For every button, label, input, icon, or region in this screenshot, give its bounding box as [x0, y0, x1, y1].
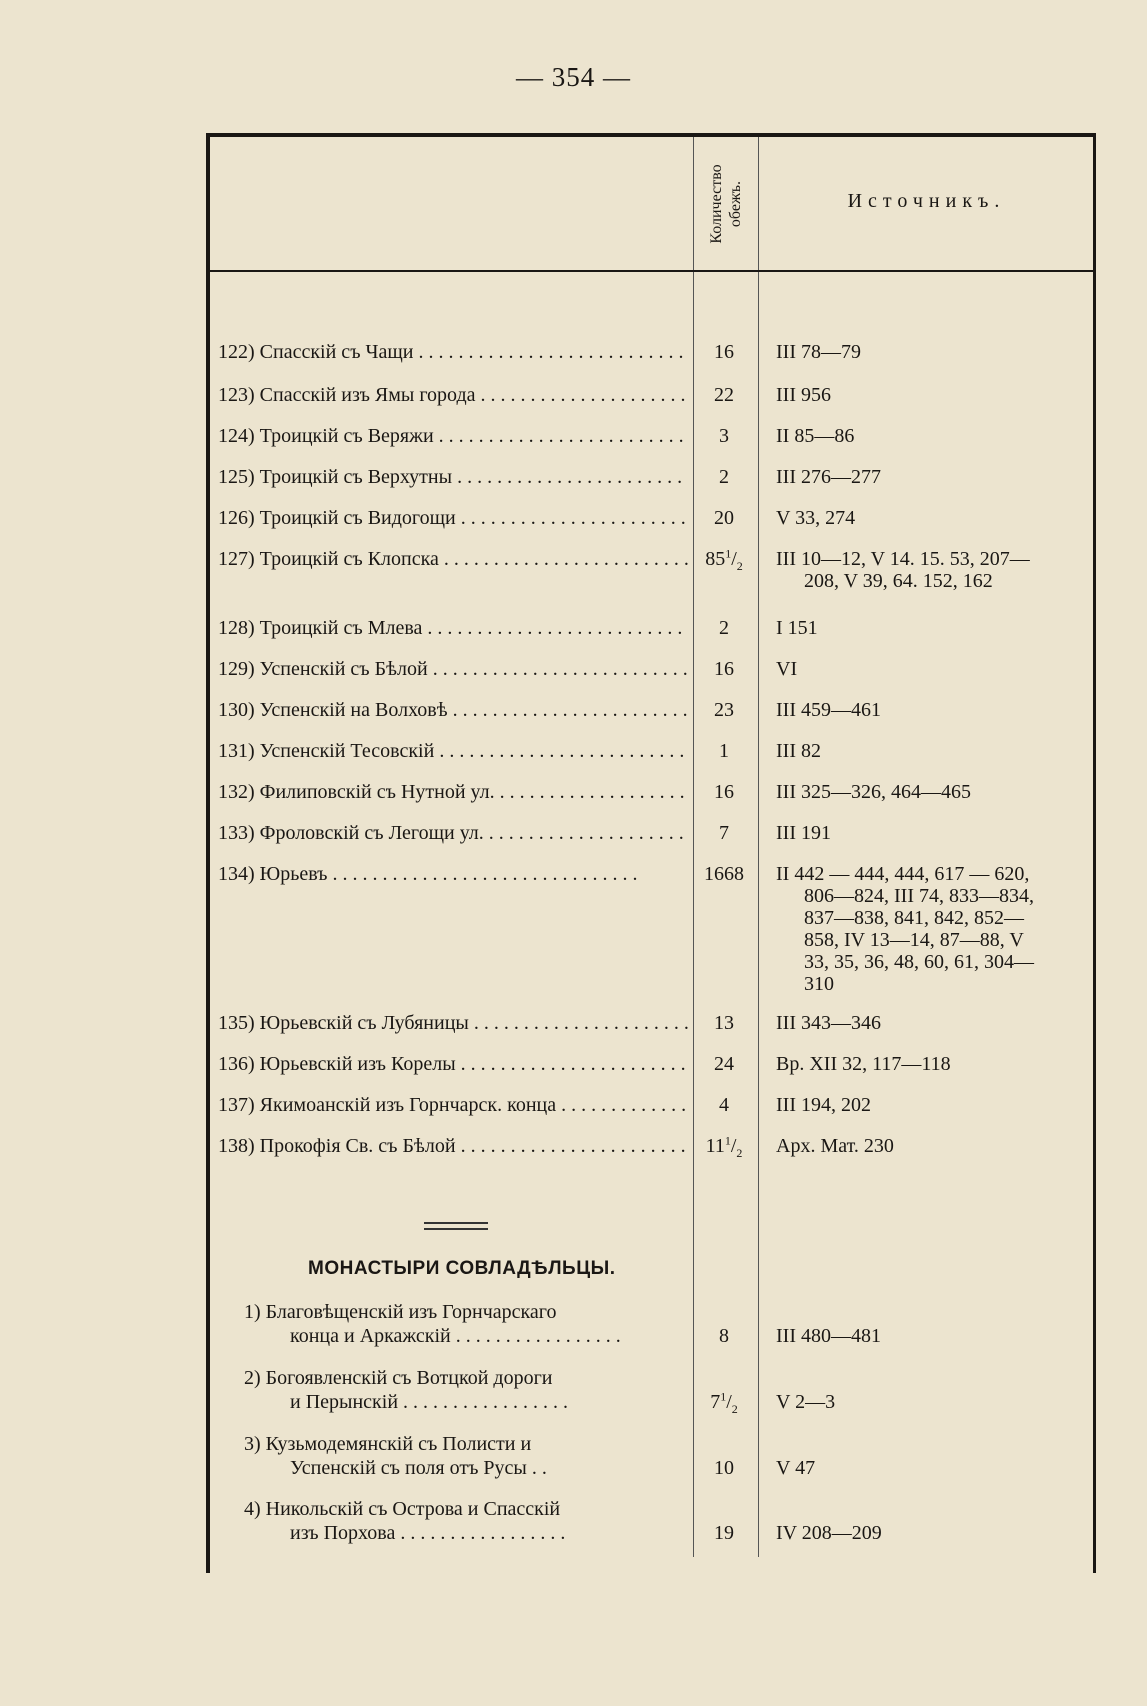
source-cell — [776, 341, 1096, 363]
source-cell — [776, 1094, 1096, 1116]
quantity-value: 24 — [714, 1053, 734, 1075]
source-cell: V 2—3 — [776, 1391, 836, 1413]
quantity-value: 19 — [714, 1522, 734, 1544]
name-line: 3) Кузьмодемянскій съ Полисти и — [244, 1433, 532, 1455]
source-line: 33, 35, 36, 48, 60, 61, 304— — [804, 951, 1034, 973]
source-cell — [776, 1012, 1096, 1034]
page-number: — 354 — — [516, 62, 631, 92]
monastery-name: 136) Юрьевскій изъ Корелы . . . — [218, 1053, 688, 1075]
quantity-cell — [692, 1390, 756, 1414]
quantity-cell — [692, 1053, 756, 1075]
source-cell — [776, 740, 1096, 762]
quantity-value: 1 — [719, 740, 729, 762]
source-line: 858, IV 13—14, 87—88, V — [804, 929, 1024, 951]
name-line: 2) Богоявленскій съ Вотцкой дороги — [244, 1367, 553, 1389]
source-cell — [776, 617, 1096, 639]
column-divider-qty-source — [758, 137, 759, 1557]
quantity-value: 8 — [719, 1325, 729, 1347]
quantity-cell — [692, 546, 756, 573]
source-cell — [776, 466, 1096, 488]
monastery-name: 125) Троицкій съ Верхутны . . . — [218, 466, 688, 488]
source-line: Арх. Мат. 230 — [776, 1135, 894, 1157]
header-quantity-line1: Количество — [708, 164, 725, 244]
quantity-value: 10 — [714, 1457, 734, 1479]
source-line: III 343—346 — [776, 1012, 881, 1034]
source-line: 208, V 39, 64. 152, 162 — [804, 570, 993, 592]
quantity-value: 20 — [714, 507, 734, 529]
quantity-fraction: $^1/_2$ — [724, 1133, 743, 1160]
quantity-value: 23 — [714, 699, 734, 721]
quantity-value: 16 — [714, 658, 734, 680]
quantity-value: 3 — [719, 425, 729, 447]
monastery-name: 137) Якимоанскій изъ Горнчарск. конца . . . — [218, 1094, 688, 1116]
source-line: III 956 — [776, 384, 831, 406]
quantity-cell — [692, 466, 756, 488]
source-line: 837—838, 841, 842, 852— — [804, 907, 1024, 929]
source-line: III 194, 202 — [776, 1094, 871, 1116]
source-line: II 442 — 444, 444, 617 — 620, — [776, 863, 1030, 885]
monastery-name: 135) Юрьевскій съ Лубяницы . . . — [218, 1012, 688, 1034]
monastery-name: 122) Спасскій съ Чащи . . . — [218, 341, 688, 363]
quantity-cell — [692, 1012, 756, 1034]
source-line: III 191 — [776, 822, 831, 844]
name-line: 1) Благовѣщенскій изъ Горнчарскаго — [244, 1301, 557, 1323]
quantity-value: 4 — [719, 1094, 729, 1116]
header-source: Источникъ. — [847, 190, 1006, 212]
quantity-cell — [692, 863, 756, 885]
quantity-value: 2 — [719, 617, 729, 639]
monastery-name — [218, 1497, 688, 1545]
source-line: III 10—12, V 14. 15. 53, 207— — [776, 548, 1030, 570]
source-line: I 151 — [776, 617, 818, 639]
source-line: Вр. XII 32, 117—118 — [776, 1053, 951, 1075]
header-quantity-line2: обежъ. — [727, 180, 744, 228]
quantity-cell — [692, 384, 756, 406]
quantity-value: 7 — [719, 822, 729, 844]
source-line: II 85—86 — [776, 425, 855, 447]
source-cell — [776, 384, 1096, 406]
quantity-value: 11 — [705, 1135, 725, 1157]
monastery-name: 133) Фроловскій съ Легощи ул. . . . — [218, 822, 688, 844]
quantity-value: 16 — [714, 781, 734, 803]
quantity-value: 85 — [705, 548, 726, 570]
name-line: 4) Никольскій съ Острова и Спасскій — [244, 1498, 561, 1520]
quantity-cell — [692, 1324, 756, 1348]
monastery-name: 130) Успенскій на Волховѣ . . . — [218, 699, 688, 721]
monastery-name: 128) Троицкій съ Млева . . . — [218, 617, 688, 639]
source-cell — [776, 548, 1096, 592]
source-cell — [776, 781, 1096, 803]
monastery-name: 127) Троицкій съ Клопска . . . — [218, 548, 688, 570]
quantity-fraction: $^1/_2$ — [720, 1389, 738, 1416]
source-line: V 33, 274 — [776, 507, 856, 529]
quantity-cell — [692, 699, 756, 721]
quantity-value: 13 — [714, 1012, 734, 1034]
source-cell — [776, 699, 1096, 721]
quantity-cell — [692, 1521, 756, 1545]
monastery-name: 129) Успенскій съ Бѣлой . . . — [218, 658, 688, 680]
quantity-value: 16 — [714, 341, 734, 363]
source-line: III 325—326, 464—465 — [776, 781, 971, 803]
source-cell — [776, 822, 1096, 844]
source-cell: III 480—481 — [776, 1325, 881, 1347]
quantity-cell — [692, 507, 756, 529]
source-cell: IV 208—209 — [776, 1522, 882, 1544]
quantity-fraction: $^1/_2$ — [725, 546, 743, 573]
monastery-name: 134) Юрьевъ . . . — [218, 863, 688, 885]
monastery-name — [218, 1432, 688, 1480]
header-quantity — [695, 140, 757, 268]
quantity-cell — [692, 781, 756, 803]
source-line: 806—824, III 74, 833—834, — [804, 885, 1034, 907]
monastery-name — [218, 1366, 688, 1414]
quantity-cell — [692, 617, 756, 639]
quantity-cell — [692, 425, 756, 447]
source-cell — [776, 1053, 1096, 1075]
source-cell — [776, 425, 1096, 447]
quantity-cell — [692, 1094, 756, 1116]
table-left-border — [206, 133, 210, 1573]
source-line: III 78—79 — [776, 341, 861, 363]
quantity-value: 2 — [719, 466, 729, 488]
quantity-cell — [692, 740, 756, 762]
monastery-name: 132) Филиповскій съ Нутной ул. . . . — [218, 781, 688, 803]
monastery-name: 138) Прокофія Св. съ Бѣлой . . . — [218, 1135, 688, 1157]
source-line: III 276—277 — [776, 466, 881, 488]
quantity-cell — [692, 341, 756, 363]
quantity-value: 7 — [710, 1391, 721, 1413]
name-line: изъ Порхова . . . — [218, 1521, 688, 1545]
quantity-cell — [692, 1133, 756, 1160]
source-line: III 459—461 — [776, 699, 881, 721]
name-line: Успенскій съ поля отъ Русы . . — [290, 1457, 547, 1479]
name-line: конца и Аркажскій . . . — [218, 1324, 688, 1348]
name-line: и Перынскій . . . — [218, 1390, 688, 1414]
header-rule — [210, 270, 1095, 272]
source-line: III 82 — [776, 740, 821, 762]
source-cell — [776, 1135, 1096, 1157]
monastery-name: 131) Успенскій Тесовскій . . . — [218, 740, 688, 762]
source-line: VI — [776, 658, 798, 680]
source-cell — [776, 658, 1096, 680]
monastery-name: 126) Троицкій съ Видогощи . . . — [218, 507, 688, 529]
quantity-cell — [692, 822, 756, 844]
monastery-name — [218, 1300, 688, 1348]
quantity-value: 1668 — [704, 863, 744, 885]
section-rule-top — [424, 1222, 488, 1224]
section-rule-bottom — [424, 1228, 488, 1230]
quantity-cell — [692, 658, 756, 680]
source-cell — [776, 863, 1096, 995]
source-cell: V 47 — [776, 1457, 816, 1479]
quantity-value: 22 — [714, 384, 734, 406]
section-title: МОНАСТЫРИ СОВЛАДѢЛЬЦЫ. — [308, 1258, 616, 1279]
monastery-name: 123) Спасскій изъ Ямы города . . . — [218, 384, 688, 406]
source-line: 310 — [804, 973, 834, 995]
monastery-name: 124) Троицкій съ Веряжи . . . — [218, 425, 688, 447]
source-cell — [776, 507, 1096, 529]
quantity-cell — [692, 1456, 756, 1480]
